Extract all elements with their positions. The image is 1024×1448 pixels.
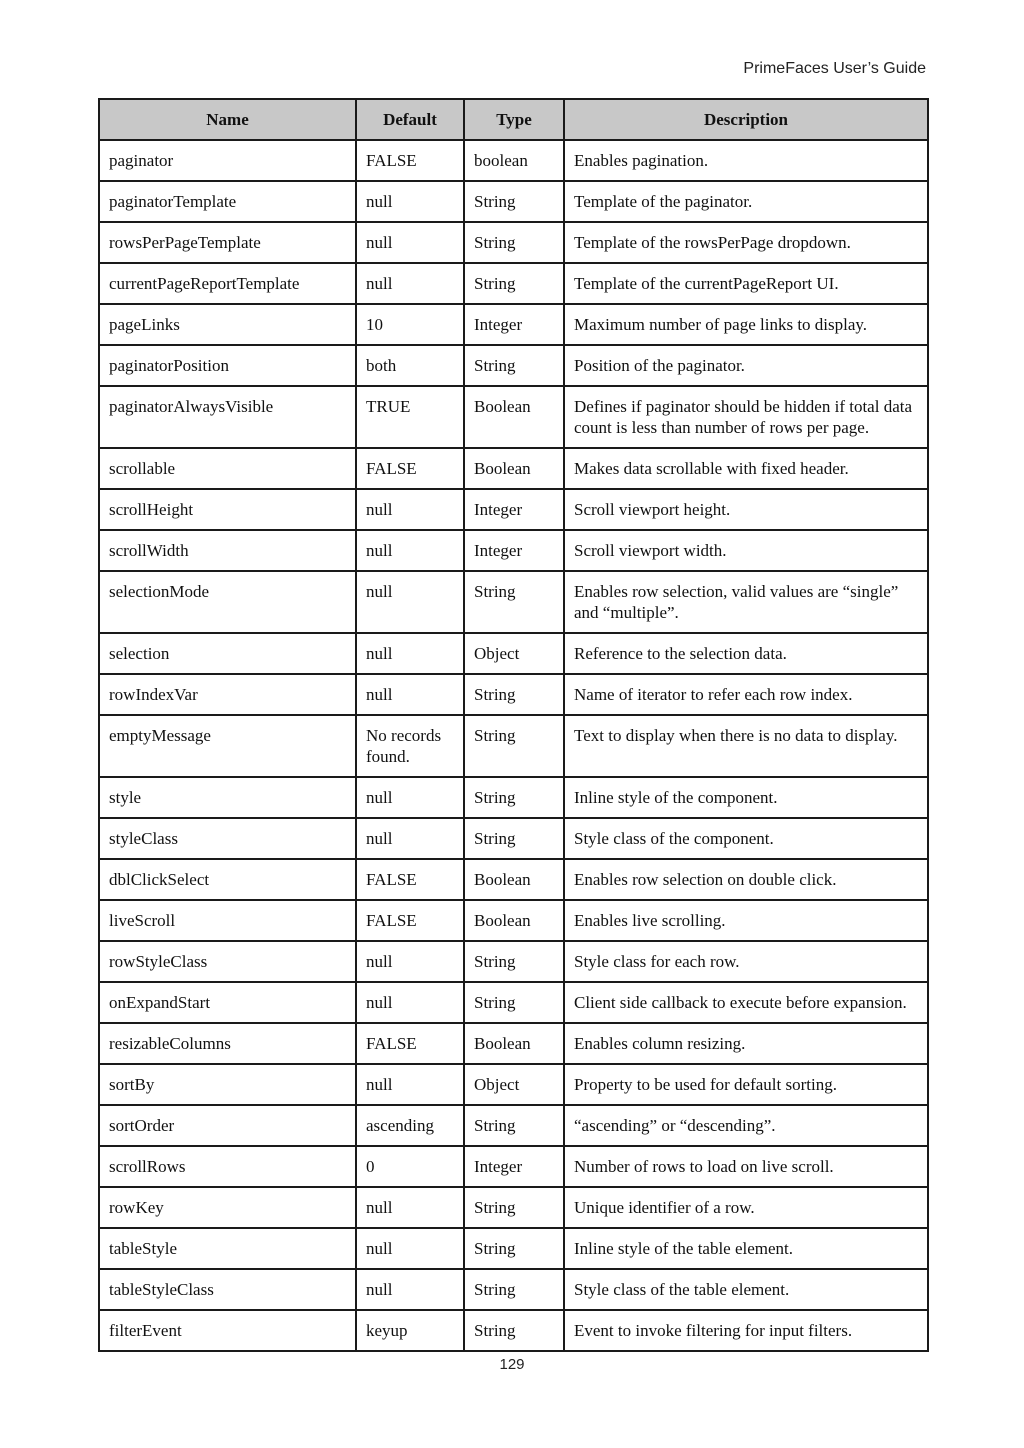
cell-name: style — [99, 777, 356, 818]
cell-description: Template of the paginator. — [564, 181, 928, 222]
table-body — [99, 140, 928, 1351]
cell-description: Maximum number of page links to display. — [564, 304, 928, 345]
cell-name: paginatorAlwaysVisible — [99, 386, 356, 448]
cell-default: keyup — [356, 1310, 464, 1351]
cell-description: Defines if paginator should be hidden if total data count is less than number of rows per page. — [564, 386, 928, 448]
cell-default: 0 — [356, 1146, 464, 1187]
cell-type: Object — [464, 1064, 564, 1105]
cell-default: null — [356, 818, 464, 859]
cell-name: onExpandStart — [99, 982, 356, 1023]
cell-type: Boolean — [464, 1023, 564, 1064]
cell-name: resizableColumns — [99, 1023, 356, 1064]
cell-type: Boolean — [464, 859, 564, 900]
cell-type: String — [464, 982, 564, 1023]
cell-description: Makes data scrollable with fixed header. — [564, 448, 928, 489]
table-row — [99, 1187, 928, 1228]
cell-description: Number of rows to load on live scroll. — [564, 1146, 928, 1187]
cell-default: null — [356, 1228, 464, 1269]
column-header-type: Type — [464, 99, 564, 140]
cell-type: String — [464, 1105, 564, 1146]
cell-description: Style class of the component. — [564, 818, 928, 859]
cell-description: Name of iterator to refer each row index. — [564, 674, 928, 715]
cell-description: Enables row selection, valid values are “single” and “multiple”. — [564, 571, 928, 633]
cell-name: currentPageReportTemplate — [99, 263, 356, 304]
cell-description: Inline style of the table element. — [564, 1228, 928, 1269]
table-row — [99, 1023, 928, 1064]
table-header-row — [99, 99, 928, 140]
cell-default: null — [356, 222, 464, 263]
table-row — [99, 304, 928, 345]
cell-description: Scroll viewport width. — [564, 530, 928, 571]
cell-name: selection — [99, 633, 356, 674]
cell-name: sortBy — [99, 1064, 356, 1105]
cell-default: ascending — [356, 1105, 464, 1146]
table-row — [99, 674, 928, 715]
cell-name: paginatorPosition — [99, 345, 356, 386]
cell-description: Enables row selection on double click. — [564, 859, 928, 900]
cell-type: String — [464, 263, 564, 304]
cell-type: String — [464, 1269, 564, 1310]
cell-default: null — [356, 633, 464, 674]
table-row — [99, 1269, 928, 1310]
column-header-default: Default — [356, 99, 464, 140]
cell-default: FALSE — [356, 448, 464, 489]
cell-type: String — [464, 1228, 564, 1269]
cell-description: Template of the currentPageReport UI. — [564, 263, 928, 304]
table-row — [99, 859, 928, 900]
table-row — [99, 222, 928, 263]
cell-description: “ascending” or “descending”. — [564, 1105, 928, 1146]
cell-description: Enables column resizing. — [564, 1023, 928, 1064]
cell-description: Style class for each row. — [564, 941, 928, 982]
table-row — [99, 982, 928, 1023]
cell-description: Enables pagination. — [564, 140, 928, 181]
cell-type: Integer — [464, 489, 564, 530]
table-row — [99, 181, 928, 222]
table-row — [99, 530, 928, 571]
cell-type: String — [464, 571, 564, 633]
cell-type: String — [464, 345, 564, 386]
cell-name: scrollable — [99, 448, 356, 489]
cell-type: String — [464, 674, 564, 715]
cell-name: filterEvent — [99, 1310, 356, 1351]
cell-type: Integer — [464, 1146, 564, 1187]
cell-description: Scroll viewport height. — [564, 489, 928, 530]
cell-type: String — [464, 941, 564, 982]
cell-name: tableStyleClass — [99, 1269, 356, 1310]
cell-description: Property to be used for default sorting. — [564, 1064, 928, 1105]
table-row — [99, 345, 928, 386]
cell-type: Boolean — [464, 448, 564, 489]
attributes-table — [98, 98, 929, 1352]
cell-name: emptyMessage — [99, 715, 356, 777]
cell-description: Enables live scrolling. — [564, 900, 928, 941]
cell-name: tableStyle — [99, 1228, 356, 1269]
table-row — [99, 489, 928, 530]
cell-type: Object — [464, 633, 564, 674]
cell-name: pageLinks — [99, 304, 356, 345]
cell-name: scrollWidth — [99, 530, 356, 571]
cell-default: FALSE — [356, 140, 464, 181]
column-header-name: Name — [99, 99, 356, 140]
table-row — [99, 571, 928, 633]
cell-type: String — [464, 715, 564, 777]
cell-default: null — [356, 941, 464, 982]
table-row — [99, 1228, 928, 1269]
cell-type: String — [464, 222, 564, 263]
cell-default: null — [356, 263, 464, 304]
cell-name: rowStyleClass — [99, 941, 356, 982]
table-row — [99, 777, 928, 818]
table-row — [99, 386, 928, 448]
cell-default: null — [356, 777, 464, 818]
table-row — [99, 941, 928, 982]
cell-description: Event to invoke filtering for input filters. — [564, 1310, 928, 1351]
cell-type: String — [464, 181, 564, 222]
cell-name: paginatorTemplate — [99, 181, 356, 222]
cell-default: 10 — [356, 304, 464, 345]
table-row — [99, 818, 928, 859]
cell-name: liveScroll — [99, 900, 356, 941]
cell-type: String — [464, 777, 564, 818]
cell-name: scrollHeight — [99, 489, 356, 530]
cell-name: scrollRows — [99, 1146, 356, 1187]
cell-name: dblClickSelect — [99, 859, 356, 900]
cell-name: styleClass — [99, 818, 356, 859]
cell-type: Boolean — [464, 386, 564, 448]
cell-name: sortOrder — [99, 1105, 356, 1146]
cell-name: selectionMode — [99, 571, 356, 633]
cell-default: FALSE — [356, 900, 464, 941]
cell-description: Text to display when there is no data to display. — [564, 715, 928, 777]
cell-type: String — [464, 1310, 564, 1351]
column-header-description: Description — [564, 99, 928, 140]
cell-default: null — [356, 571, 464, 633]
cell-type: Boolean — [464, 900, 564, 941]
cell-type: Integer — [464, 304, 564, 345]
cell-default: TRUE — [356, 386, 464, 448]
cell-default: FALSE — [356, 859, 464, 900]
cell-default: null — [356, 1269, 464, 1310]
cell-default: both — [356, 345, 464, 386]
table-row — [99, 140, 928, 181]
cell-type: String — [464, 818, 564, 859]
cell-default: null — [356, 1064, 464, 1105]
cell-description: Unique identifier of a row. — [564, 1187, 928, 1228]
cell-default: null — [356, 181, 464, 222]
table-row — [99, 715, 928, 777]
table-row — [99, 1105, 928, 1146]
table-row — [99, 633, 928, 674]
cell-default: No records found. — [356, 715, 464, 777]
page-number: 129 — [499, 1356, 525, 1373]
table-row — [99, 263, 928, 304]
table-row — [99, 1146, 928, 1187]
cell-default: FALSE — [356, 1023, 464, 1064]
table-row — [99, 448, 928, 489]
cell-type: String — [464, 1187, 564, 1228]
cell-name: rowsPerPageTemplate — [99, 222, 356, 263]
cell-default: null — [356, 530, 464, 571]
cell-type: Integer — [464, 530, 564, 571]
cell-description: Position of the paginator. — [564, 345, 928, 386]
cell-name: rowIndexVar — [99, 674, 356, 715]
cell-name: paginator — [99, 140, 356, 181]
cell-default: null — [356, 489, 464, 530]
running-header: PrimeFaces User’s Guide — [743, 60, 926, 77]
table-row — [99, 900, 928, 941]
cell-type: boolean — [464, 140, 564, 181]
cell-description: Template of the rowsPerPage dropdown. — [564, 222, 928, 263]
table-row — [99, 1064, 928, 1105]
table-row — [99, 1310, 928, 1351]
cell-default: null — [356, 674, 464, 715]
cell-description: Reference to the selection data. — [564, 633, 928, 674]
cell-default: null — [356, 982, 464, 1023]
cell-description: Style class of the table element. — [564, 1269, 928, 1310]
cell-default: null — [356, 1187, 464, 1228]
cell-description: Inline style of the component. — [564, 777, 928, 818]
cell-description: Client side callback to execute before expansion. — [564, 982, 928, 1023]
cell-name: rowKey — [99, 1187, 356, 1228]
